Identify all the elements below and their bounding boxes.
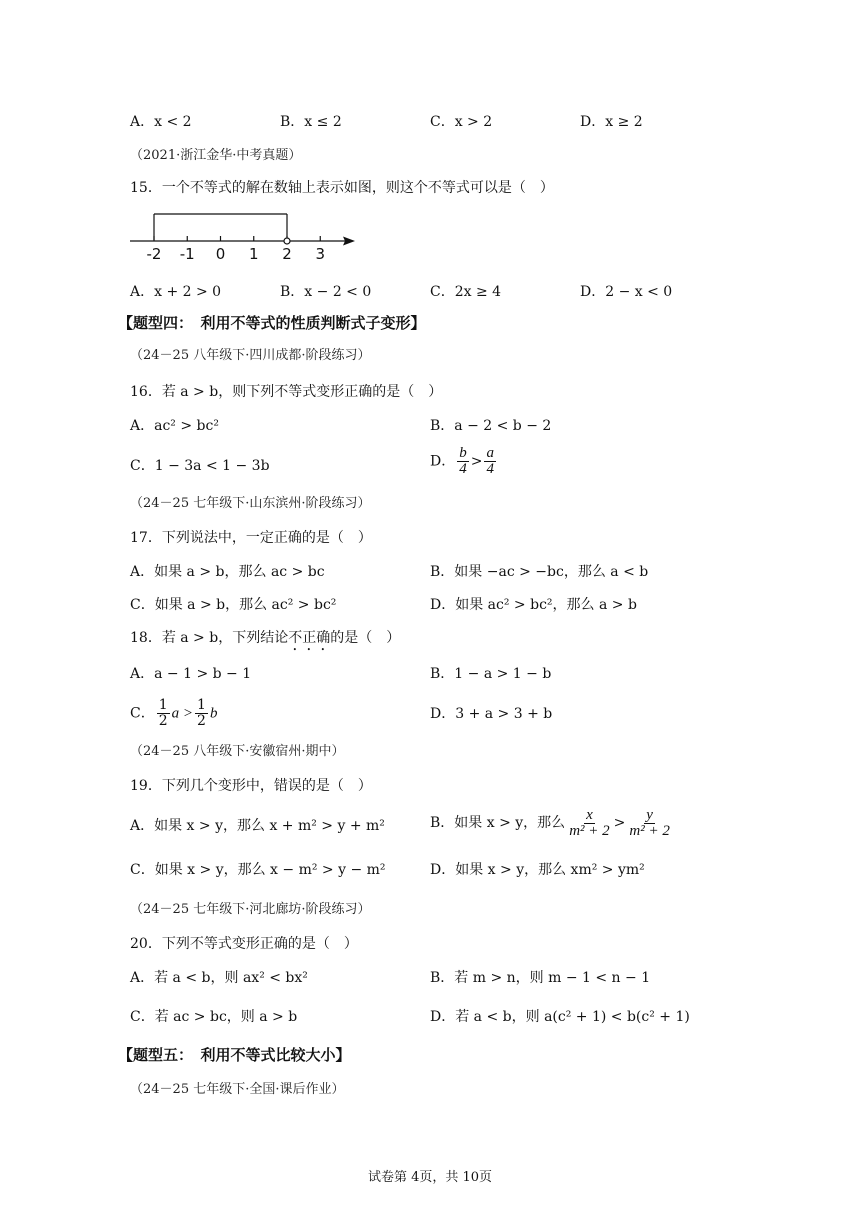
stem-text: 的是（ ） (330, 630, 401, 646)
q16-option-d-label: D． (430, 453, 456, 470)
number-line-figure (125, 208, 365, 268)
q20-option-d: D．若 a < b，则 a(c² + 1) < b(c² + 1) (430, 1009, 690, 1025)
q19-option-b-label: B．如果 x > y，那么 (430, 815, 566, 831)
q18-option-b: B．1 − a > 1 − b (430, 666, 552, 682)
fraction-denominator: m² + 2 (569, 822, 610, 839)
section-heading-5: 【题型五： 利用不等式比较大小】 (118, 1046, 351, 1064)
source-note-q15: （2021·浙江金华·中考真题） (130, 148, 302, 163)
q17-option-a: A．如果 a > b，那么 ac > bc (130, 564, 325, 580)
q14-option-d: D．x ≥ 2 (580, 114, 643, 130)
q18-option-c-label: C． (130, 705, 155, 722)
fraction-denominator: m² + 2 (629, 822, 670, 839)
fraction-denominator: 2 (197, 713, 206, 729)
q16-option-c: C．1 − 3a < 1 − 3b (130, 458, 270, 474)
fraction-numerator: 1 (197, 697, 206, 713)
question-15-stem: 15．一个不等式的解在数轴上表示如图，则这个不等式可以是（ ） (130, 180, 554, 196)
tick-label: -2 (146, 245, 162, 263)
fraction-one-half (195, 698, 208, 729)
q16-option-a: A．ac² > bc² (130, 418, 219, 434)
inequality-sign: > (470, 453, 483, 470)
section-heading-4: 【题型四： 利用不等式的性质判断式子变形】 (118, 314, 426, 332)
q15-option-a: A．x + 2 > 0 (130, 284, 222, 300)
fraction-numerator: b (459, 445, 467, 461)
tick-label: 3 (315, 245, 326, 263)
q20-option-a: A．若 a < b，则 ax² < bx² (130, 970, 308, 986)
fraction-denominator: 4 (486, 461, 494, 477)
q17-option-d: D．如果 ac² > bc²，那么 a > b (430, 597, 637, 613)
source-note-q20: （24－25 七年级下·河北廊坊·阶段练习） (130, 902, 371, 917)
q19-option-d: D．如果 x > y，那么 xm² > ym² (430, 862, 645, 878)
question-18-stem (130, 628, 400, 654)
q17-option-c: C．如果 a > b，那么 ac² > bc² (130, 597, 337, 613)
expression-text: b (209, 705, 218, 722)
q17-option-b: B．如果 −ac > −bc，那么 a < b (430, 564, 649, 580)
source-note-q21: （24－25 七年级下·全国·课后作业） (130, 1082, 345, 1097)
q20-option-c: C．若 ac > bc，则 a > b (130, 1009, 298, 1025)
fraction-b-over-4 (457, 446, 469, 477)
q19-option-a: A．如果 x > y，那么 x + m² > y + m² (130, 818, 385, 834)
q14-option-c: C．x > 2 (430, 114, 493, 130)
fraction-numerator: y (646, 806, 653, 823)
q19-option-c: C．如果 x > y，那么 x − m² > y − m² (130, 862, 386, 878)
fraction-x-over-m2-plus-2 (567, 808, 611, 839)
page-footer: 试卷第 4页，共 10页 (367, 1170, 493, 1185)
q18-option-c (130, 698, 217, 729)
inequality-sign: > (613, 815, 626, 831)
emphasized-word: 不正确 (288, 630, 331, 646)
source-note-q17: （24－25 七年级下·山东滨州·阶段练习） (130, 496, 371, 511)
fraction-y-over-m2-plus-2 (627, 808, 671, 839)
q15-option-c: C．2x ≥ 4 (430, 284, 502, 300)
expression-text: a > (171, 705, 194, 722)
question-19-stem: 19．下列几个变形中，错误的是（ ） (130, 778, 372, 794)
q19-option-b (430, 805, 674, 841)
q14-option-a: A．x < 2 (130, 114, 192, 130)
q15-option-b: B．x − 2 < 0 (280, 284, 372, 300)
stem-text: 18．若 a > b，下列结论 (130, 630, 289, 646)
question-20-stem: 20．下列不等式变形正确的是（ ） (130, 936, 358, 952)
fraction-numerator: x (586, 806, 593, 823)
tick-label: 1 (248, 245, 259, 263)
tick-label: 0 (215, 245, 226, 263)
fraction-a-over-4 (484, 446, 496, 477)
question-17-stem: 17．下列说法中，一定正确的是（ ） (130, 530, 372, 546)
fraction-numerator: a (486, 445, 494, 461)
open-circle-marker (284, 238, 290, 244)
q20-option-b: B．若 m > n，则 m − 1 < n − 1 (430, 970, 651, 986)
q16-option-b: B．a − 2 < b − 2 (430, 418, 552, 434)
source-note-q19: （24－25 八年级下·安徽宿州·期中） (130, 744, 345, 759)
q18-option-d: D．3 + a > 3 + b (430, 706, 553, 722)
fraction-denominator: 4 (459, 461, 467, 477)
fraction-denominator: 2 (158, 713, 168, 729)
question-16-stem: 16．若 a > b，则下列不等式变形正确的是（ ） (130, 384, 443, 400)
source-note-q16: （24－25 八年级下·四川成都·阶段练习） (130, 348, 371, 363)
q15-option-d: D．2 − x < 0 (580, 284, 673, 300)
q18-option-a: A．a − 1 > b − 1 (130, 666, 252, 682)
tick-label: 2 (282, 245, 292, 263)
tick-label: -1 (179, 245, 195, 263)
q16-option-d (430, 446, 498, 477)
q14-option-b: B．x ≤ 2 (280, 114, 342, 130)
fraction-one-half (157, 698, 170, 729)
fraction-numerator: 1 (158, 697, 168, 713)
